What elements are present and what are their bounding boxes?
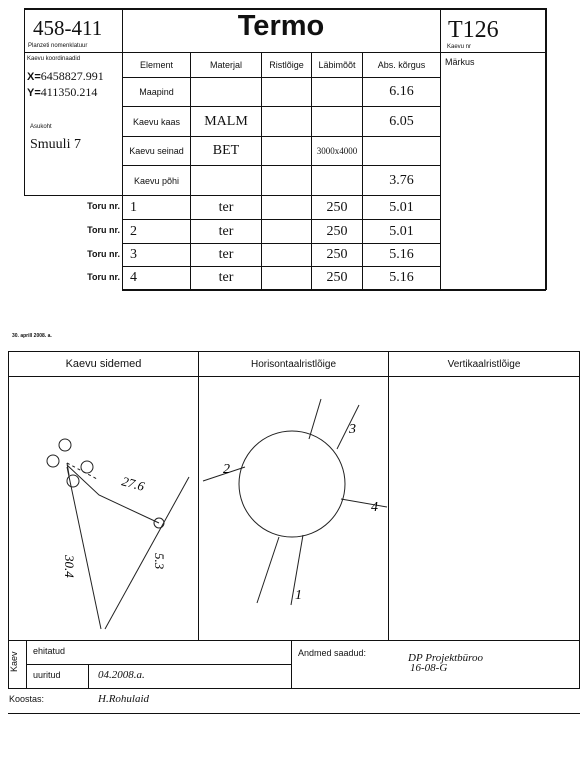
panel-title-connections: Kaevu sidemed [65, 358, 142, 370]
material-cell: BET [212, 143, 240, 158]
data-from-ref: 16-08-G [410, 662, 448, 674]
element-cell: Kaevu kaas [132, 116, 181, 127]
pipe-elevation: 5.01 [389, 199, 414, 215]
section-label-well: Kaev [9, 651, 19, 672]
pipe-material: ter [218, 270, 234, 285]
connections-sketch [9, 377, 198, 640]
pipe-number: 1 [130, 199, 137, 215]
diameter-cell: 3000x4000 [316, 146, 358, 156]
page-title: Termo [237, 10, 325, 42]
well-number: T126 [448, 17, 499, 43]
map-sheet-number: 458-411 [33, 16, 103, 40]
well-marker [47, 455, 59, 467]
map-sheet-label: Planzeti nomenklatuur [28, 43, 88, 49]
elevation-cell: 6.16 [389, 84, 414, 99]
surveyed-value: 04.2008.a. [98, 669, 145, 681]
pipe-diameter: 250 [326, 199, 348, 215]
y-coordinate-value: 411350.214 [40, 85, 98, 99]
address-value: Smuuli 7 [30, 137, 81, 152]
well-outline [239, 431, 345, 537]
distance-label: 30.4 [62, 555, 77, 578]
element-cell: Kaevu seinad [129, 146, 184, 156]
pipe-label: Toru nr. [87, 249, 120, 259]
pipe-number-label: 3 [349, 422, 356, 437]
x-coordinate [27, 69, 104, 84]
compiled-value: H.Rohulaid [98, 693, 150, 705]
x-coordinate-value: 6458827.991 [40, 69, 104, 83]
column-header-elevation: Abs. kõrgus [377, 60, 426, 70]
compiled-label: Koostas: [9, 694, 45, 704]
y-coordinate-label: Y= [27, 87, 41, 99]
surveyed-label: uuritud [33, 670, 61, 680]
pipe-label: Toru nr. [87, 201, 120, 211]
data-from-value: DP Projektbüroo [408, 652, 484, 664]
built-label: ehitatud [33, 646, 66, 656]
pipe-number: 3 [130, 247, 137, 262]
pipe-number: 4 [130, 270, 137, 285]
column-header-material: Materjal [209, 60, 242, 70]
pipe-elevation: 5.16 [389, 270, 414, 285]
pipe-material: ter [218, 223, 234, 239]
coordinates-label: Kaevu koordinaadid [27, 56, 81, 62]
distance-label: 27.6 [120, 473, 147, 494]
pipe-material: ter [218, 199, 234, 215]
element-cell: Kaevu põhi [133, 175, 180, 186]
pipe-number-label: 2 [223, 462, 230, 477]
data-from-label: Andmed saadud: [298, 648, 367, 658]
pipe-elevation: 5.01 [389, 223, 414, 239]
well-marker [59, 439, 71, 451]
element-cell: Maapind [139, 87, 174, 97]
pipe-number-label: 1 [295, 588, 302, 603]
column-header-element: Element [139, 60, 174, 70]
well-number-label: Kaevu nr [447, 44, 472, 50]
well-marker [81, 461, 93, 473]
pipe-diameter: 250 [326, 223, 348, 239]
material-cell: MALM [204, 113, 248, 129]
pipe-diameter: 250 [326, 270, 348, 285]
horizontal-section-sketch [199, 377, 388, 640]
panel-title-vertical: Vertikaalristlõige [447, 358, 521, 370]
pipe-diameter: 250 [326, 247, 348, 262]
pipe-material: ter [218, 247, 234, 262]
distance-label: 5.3 [152, 553, 167, 570]
column-header-cross-section: Ristlõige [269, 60, 304, 70]
pipe-number: 2 [130, 223, 137, 239]
pipe-label: Toru nr. [87, 225, 120, 235]
elevation-cell: 3.76 [389, 172, 414, 188]
column-header-diameter: Läbimõõt [318, 60, 356, 70]
date-note: 30. aprill 2008. a. [12, 333, 52, 339]
pipe-elevation: 5.16 [389, 247, 414, 262]
material-cell [191, 78, 261, 106]
column-header-remarks: Märkus [445, 57, 475, 67]
pipe-number-label: 4 [371, 500, 378, 515]
address-label: Asukoht [30, 124, 52, 130]
x-coordinate-label: X= [27, 71, 41, 83]
panel-title-horizontal: Horisontaalristlõige [250, 358, 337, 370]
elevation-cell: 6.05 [389, 113, 414, 129]
pipe-label: Toru nr. [87, 272, 120, 282]
y-coordinate [27, 85, 97, 100]
